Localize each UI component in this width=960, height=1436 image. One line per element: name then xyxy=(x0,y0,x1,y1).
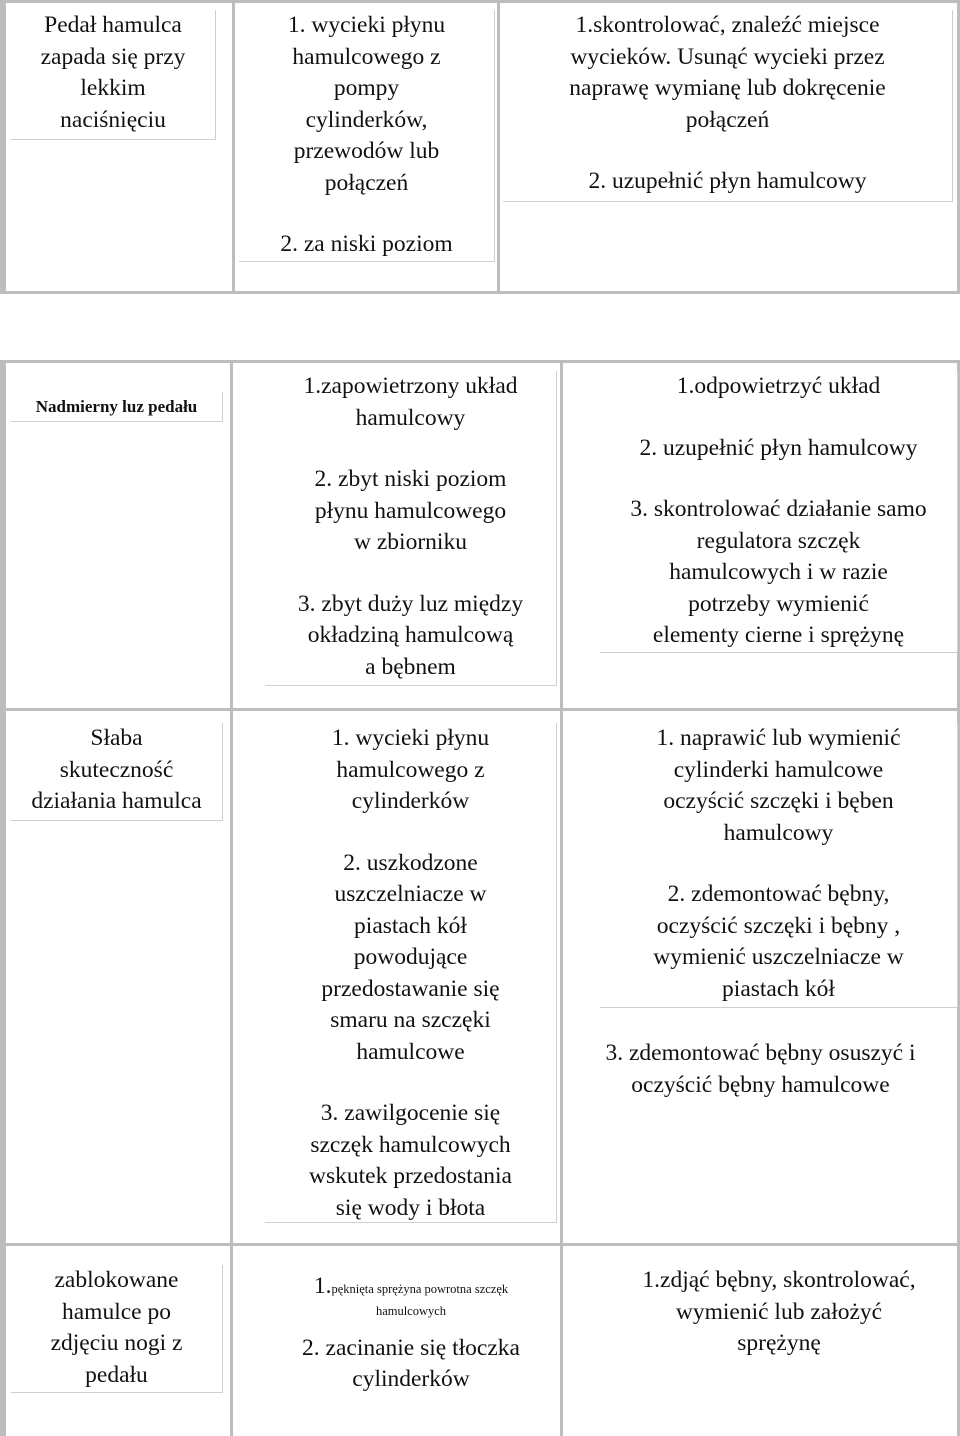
cause-cell: 1.zapowietrzony układ hamulcowy 2. zbyt niski poziom płynu hamulcowego w zbiorniku 3. zbyt duży luz między okładziną hamulcową a bębnem xyxy=(265,371,557,686)
remedy-cell: 1.odpowietrzyć układ 2. uzupełnić płyn hamulcowy 3. skontrolować działanie samo regulatora szczęk hamulcowych i w razie potrzeby wymienić elementy cierne i sprężynę xyxy=(600,371,958,653)
remedy-cell: 3. zdemontować bębny osuszyć i oczyścić bębny hamulcowe xyxy=(605,1040,916,1098)
remedy-cell: 1.zdjąć bębny, skontrolować, wymienić lub założyć sprężynę xyxy=(642,1267,916,1356)
cause-cell: 1. wycieki płynu hamulcowego z cylinderków 2. uszkodzone uszczelniacze w piastach kół powodujące przedostawanie się smaru na szczęki hamulcowe 3. zawilgocenie się szczęk hamulcowych wskutek przedostania się wody i błota xyxy=(265,723,557,1223)
symptom-cell: zablokowane hamulce po zdjęciu nogi z pedału xyxy=(11,1265,223,1393)
remedy-cell: 1. naprawić lub wymienić cylinderki hamulcowe oczyścić szczęki i bęben hamulcowy 2. zdemontować bębny, oczyścić szczęki i bębny , wymienić uszczelniacze w piastach kół xyxy=(600,723,958,1008)
cause-cell: 1.pęknięta sprężyna powrotna szczęk hamulcowych 2. zacinanie się tłoczka cylinderków xyxy=(302,1273,520,1392)
remedy-cell: 1.skontrolować, znaleźć miejsce wycieków. Usunąć wycieki przez naprawę wymianę lub dokręcenie połączeń 2. uzupełnić płyn hamulcowy xyxy=(503,10,953,202)
symptom-cell: Pedał hamulca zapada się przy lekkim naciśnięciu xyxy=(11,10,216,140)
symptom-cell: Nadmierny luz pedału xyxy=(11,392,223,422)
cause-cell: 1. wycieki płynu hamulcowego z pompy cylinderków, przewodów lub połączeń 2. za niski poziom xyxy=(239,10,495,262)
table-top xyxy=(0,0,960,294)
symptom-cell: Słaba skuteczność działania hamulca xyxy=(11,723,223,821)
table-bottom xyxy=(0,360,960,1436)
